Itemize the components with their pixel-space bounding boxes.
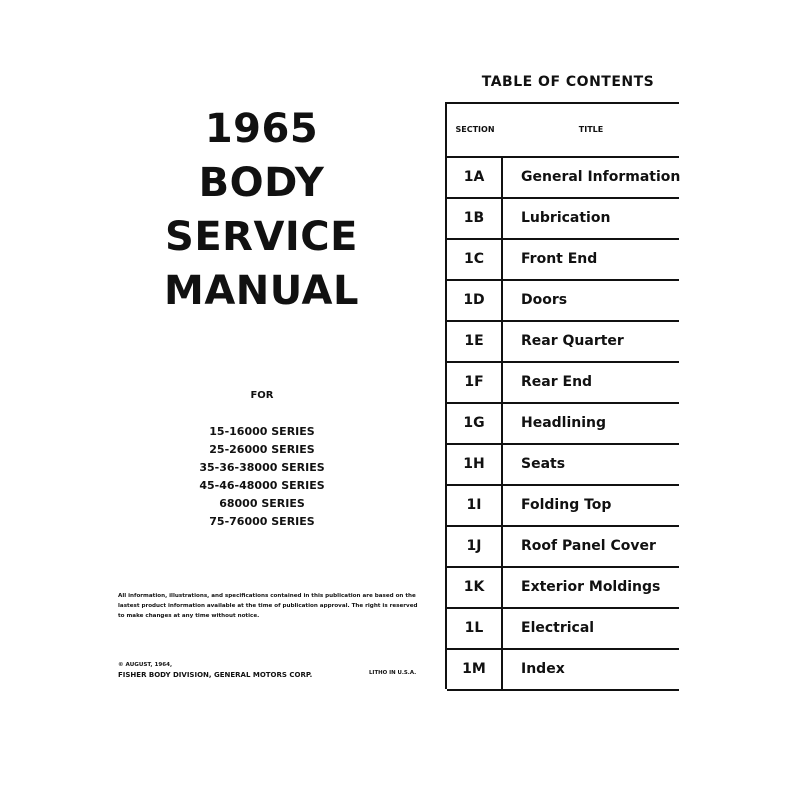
toc-row-1i [447,486,679,527]
toc-section-title: Folding Top [521,497,612,513]
toc-row-1a [447,158,679,199]
copyright-block [118,660,312,680]
toc-section-code: 1K [447,568,503,607]
manual-title [120,102,403,318]
toc-section-title: Front End [521,251,598,267]
toc-row-1f [447,363,679,404]
toc-row-1b [447,199,679,240]
toc-row-1m [447,650,679,691]
toc-section-code: 1E [447,322,503,361]
toc-row-1l [447,609,679,650]
toc-row-1e [447,322,679,363]
series-item: 25-26000 SERIES [209,443,315,456]
toc-section-title: Lubrication [521,210,611,226]
series-list [160,423,364,531]
series-item: 35-36-38000 SERIES [199,461,325,474]
toc-section-code: 1C [447,240,503,279]
toc-row-1c [447,240,679,281]
toc-section-title: Roof Panel Cover [521,538,656,554]
toc-section-code: 1H [447,445,503,484]
toc-row-1k [447,568,679,609]
toc-section-code: 1D [447,281,503,320]
toc-section-title: Headlining [521,415,607,431]
copyright-publisher: FISHER BODY DIVISION, GENERAL MOTORS CORP. [118,671,313,679]
title-line-manual: MANUAL [164,268,359,314]
title-line-year: 1965 [204,106,319,152]
toc-row-1h [447,445,679,486]
toc-rows [447,158,679,691]
toc-section-code: 1L [447,609,503,648]
toc-section-title: Seats [521,456,566,472]
toc-column-title: TITLE [578,125,604,134]
series-item: 68000 SERIES [219,497,305,510]
litho-note: LITHO IN U.S.A. [369,670,417,676]
toc-header-row [447,104,679,158]
for-label: FOR [250,390,274,401]
toc-heading: TABLE OF CONTENTS [481,74,655,90]
toc-section-code: 1B [447,199,503,238]
disclaimer-text: All information, illustrations, and specifications contained in this publication are based on the lastest product information available at the time of publication approval. The right is reserved to make changes at any time without notice. [118,593,418,619]
title-line-body: BODY [198,160,325,206]
toc-section-title: General Information [521,169,681,185]
toc-section-code: 1A [447,158,503,197]
copyright-date: © AUGUST, 1964, [118,662,173,668]
toc-section-title: Exterior Moldings [521,579,661,595]
toc-column-section: SECTION [455,125,495,134]
toc-section-title: Electrical [521,620,595,636]
toc-row-1d [447,281,679,322]
toc-section-title: Rear End [521,374,593,390]
toc-section-title: Doors [521,292,568,308]
toc-row-1j [447,527,679,568]
title-line-service: SERVICE [165,214,358,260]
series-item: 45-46-48000 SERIES [199,479,325,492]
toc-section-code: 1J [447,527,503,566]
toc-section-code: 1G [447,404,503,443]
toc-section-code: 1M [447,650,503,689]
toc-section-code: 1F [447,363,503,402]
series-item: 15-16000 SERIES [209,425,315,438]
toc-row-1g [447,404,679,445]
toc-section-title: Rear Quarter [521,333,624,349]
series-item: 75-76000 SERIES [209,515,315,528]
toc-section-title: Index [521,661,565,677]
toc-section-code: 1I [447,486,503,525]
table-of-contents [445,102,679,689]
